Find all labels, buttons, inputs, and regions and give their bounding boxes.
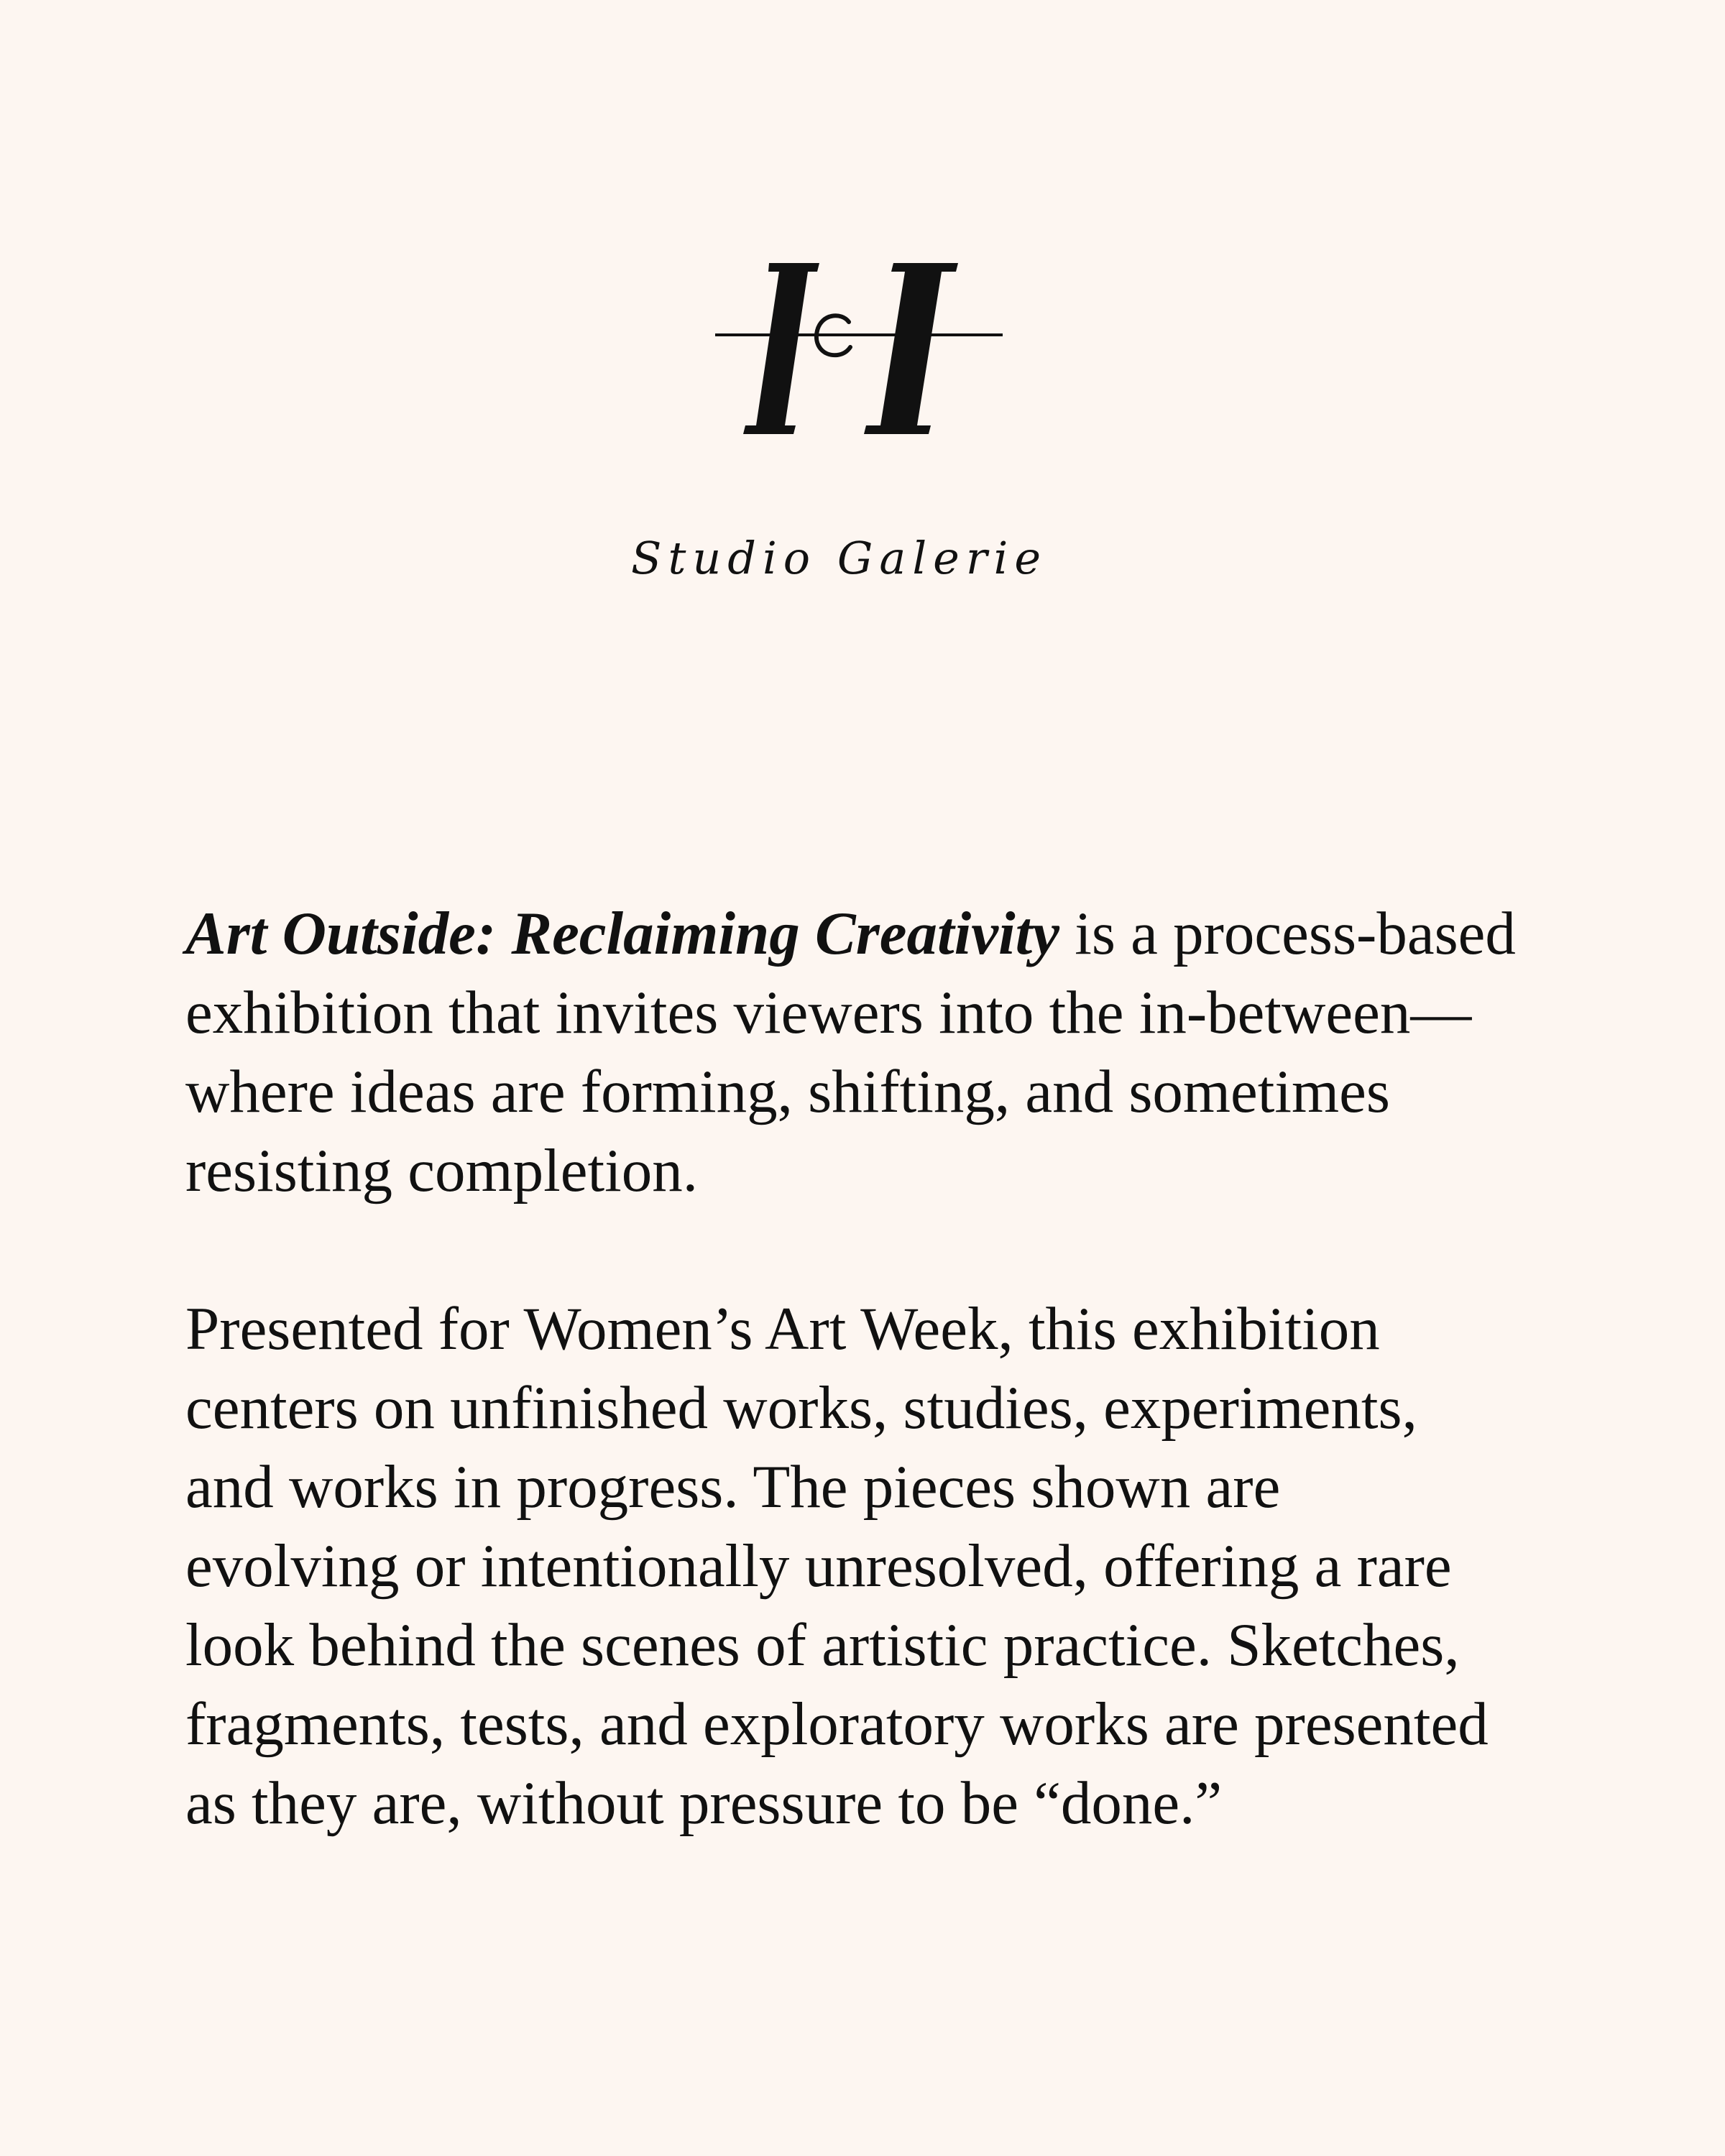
exhibition-text bbox=[185, 894, 1565, 1843]
description-paragraph bbox=[185, 1289, 1565, 1843]
intro-line: is a process-based bbox=[1059, 900, 1516, 967]
studio-logo bbox=[708, 252, 1010, 453]
studio-name: Studio Galerie bbox=[630, 532, 1048, 584]
exhibition-title: Art Outside: Reclaiming Creativity bbox=[185, 900, 1059, 967]
description-line: and works in progress. The pieces shown are bbox=[185, 1453, 1281, 1521]
description-line: Presented for Women’s Art Week, this exhibition bbox=[185, 1295, 1380, 1363]
description-line: as they are, without pressure to be “done.” bbox=[185, 1769, 1223, 1837]
description-line: fragments, tests, and exploratory works are presented bbox=[185, 1690, 1489, 1758]
intro-line: exhibition that invites viewers into the in-between— bbox=[185, 979, 1472, 1046]
description-line: evolving or intentionally unresolved, offering a rare bbox=[185, 1532, 1452, 1600]
intro-paragraph bbox=[185, 894, 1565, 1210]
intro-line: where ideas are forming, shifting, and sometimes bbox=[185, 1058, 1390, 1125]
description-line: centers on unfinished works, studies, experiments, bbox=[185, 1374, 1417, 1442]
intro-line: resisting completion. bbox=[185, 1137, 698, 1204]
monogram-logo-icon bbox=[708, 252, 1010, 453]
description-line: look behind the scenes of artistic practice. Sketches, bbox=[185, 1611, 1460, 1679]
